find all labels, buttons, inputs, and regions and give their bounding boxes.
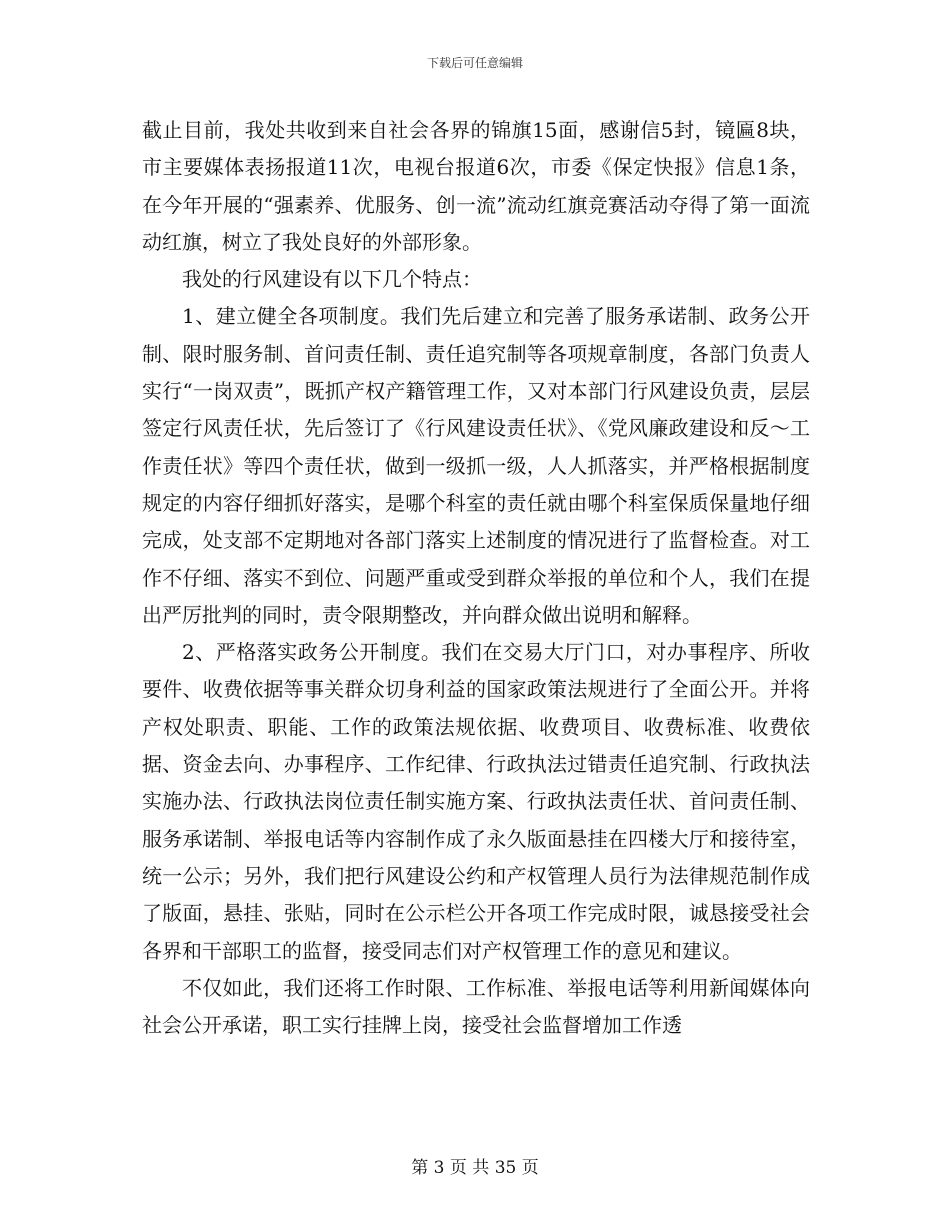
document-body: [142, 112, 810, 1044]
paragraph-rules: 1、建立健全各项制度。我们先后建立和完善了服务承诺制、政务公开制、限时服务制、首问责任制、责任追究制等各项规章制度，各部门负责人实行“一岗双责”，既抓产权产籍管理工作，又对本部门行风建设负责，层层签定行风责任状，先后签订了《行风建设责任状》、《党风廉政建设和反～工作责任状》等四个责任状，做到一级抓一级，人人抓落实，并严格根据制度规定的内容仔细抓好落实，是哪个科室的责任就由哪个科室保质保量地仔细完成，处支部不定期地对各部门落实上述制度的情况进行了监督检查。对工作不仔细、落实不到位、问题严重或受到群众举报的单位和个人，我们在提出严厉批判的同时，责令限期整改，并向群众做出说明和解释。: [142, 304, 810, 627]
page-number: 第 3 页 共 35 页: [411, 1158, 539, 1178]
page-header: 下载后可任意编辑: [426, 56, 523, 70]
paragraph-features-intro: 我处的行风建设有以下几个特点：: [182, 267, 482, 292]
paragraph-commitment: 不仅如此，我们还将工作时限、工作标准、举报电话等利用新闻媒体向社会公开承诺，职工实行挂牌上岗，接受社会监督增加工作透: [142, 975, 810, 1038]
paragraph-summary: 截止目前，我处共收到来自社会各界的锦旗15面，感谢信5封，镜匾8块，市主要媒体表扬报道11次，电视台报道6次，市委《保定快报》信息1条，在今年开展的“强素养、优服务、创一流”流动红旗竞赛活动夺得了第一面流动红旗，树立了我处良好的外部形象。: [142, 118, 810, 254]
paragraph-disclosure: 2、严格落实政务公开制度。我们在交易大厅门口，对办事程序、所收要件、收费依据等事关群众切身利益的国家政策法规进行了全面公开。并将产权处职责、职能、工作的政策法规依据、收费项目、收费标准、收费依据、资金去向、办事程序、工作纪律、行政执法过错责任追究制、行政执法实施办法、行政执法岗位责任制实施方案、行政执法责任状、首问责任制、服务承诺制、举报电话等内容制作成了永久版面悬挂在四楼大厅和接待室，统一公示；另外，我们把行风建设公约和产权管理人员行为法律规范制作成了版面，悬挂、张贴，同时在公示栏公开各项工作完成时限，诚恳接受社会各界和干部职工的监督，接受同志们对产权管理工作的意见和建议。: [142, 640, 810, 963]
